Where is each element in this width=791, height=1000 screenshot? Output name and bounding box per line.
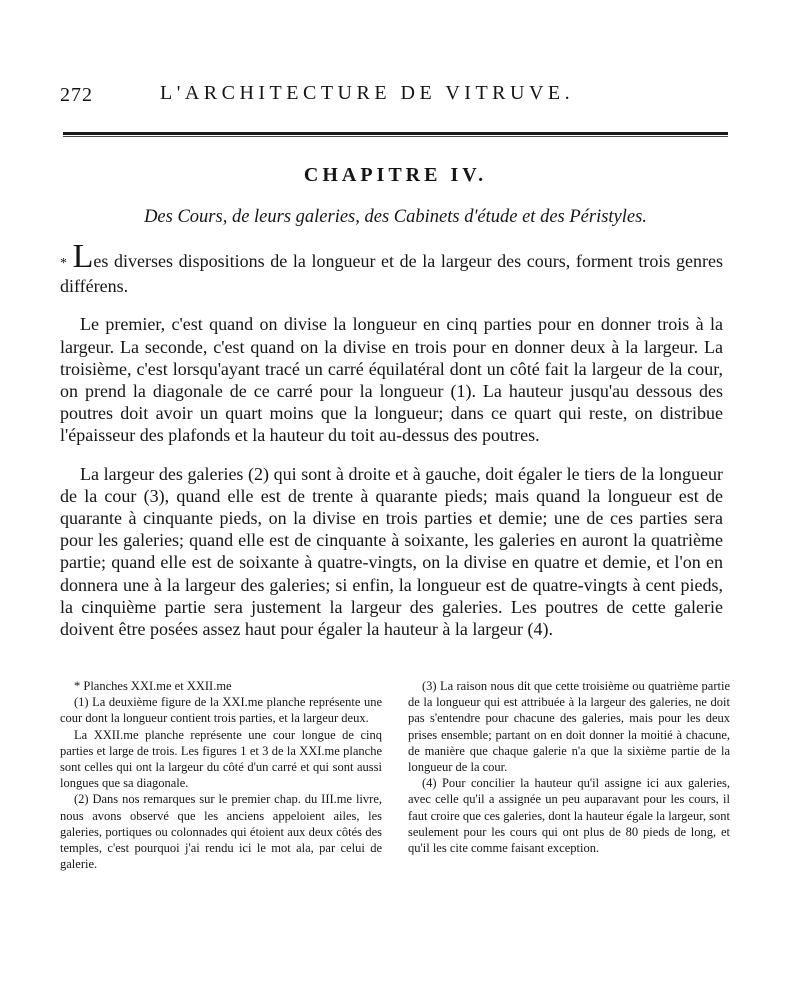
footnote: (2) Dans nos remarques sur le premier chap. du III.me livre, nous avons observé que les anciens appeloient ailes, les galeries, portiques ou colonnades qui étoient aux deux côtés des temples, c'est pourquoi j'ai rendu ici le mot ala, par celui de galerie. xyxy=(60,792,382,872)
footnote: (4) Pour concilier la hauteur qu'il assigne ici aux galeries, avec celle qu'il a assignée un peu auparavant pour les cours, il faut croire que ces galeries, dont la hauteur égale la largeur, sont seulement pour les cours qui ont plus de 80 pieds de long, et qu'il les cite comme faisant exception. xyxy=(408,776,730,856)
chapter-subtitle: Des Cours, de leurs galeries, des Cabinets d'étude et des Péristyles. xyxy=(144,207,647,227)
header-rule-thin xyxy=(63,136,728,137)
drop-cap: L xyxy=(72,238,94,275)
header-rule xyxy=(63,132,728,135)
footnote: La XXII.me planche représente une cour longue de cinq parties et large de trois. Les figures 1 et 3 de la XXI.me planche sont celles qui ont la largeur du côté d'un carré et qui sont aussi longues que sa diagonale. xyxy=(60,727,382,791)
main-text xyxy=(60,238,724,656)
footnote-marker: * xyxy=(60,256,67,271)
page-header xyxy=(60,80,660,110)
footnote: (1) La deuxième figure de la XXI.me planche représente une cour dont la longueur contient trois parties, et la largeur deux. xyxy=(60,695,382,726)
paragraph-1 xyxy=(60,238,724,297)
paragraph-2: Le premier, c'est quand on divise la longueur en cinq parties pour en donner trois à la largeur. La seconde, c'est quand on la divise en trois pour en donner deux à la largeur. La troisième, c'est lorsqu'ayant tracé un carré équilatéral dont un côté fait la largeur de la cour, on prend la diagonale de ce carré pour la longueur (1). La hauteur jusqu'au dessous des poutres doit avoir un quart moins que la longueur; dans ce quart qui reste, on distribue l'épaisseur des plafonds et la hauteur du toit au-dessus des poutres. xyxy=(60,314,723,446)
footnotes xyxy=(60,678,730,872)
footnote: (3) La raison nous dit que cette troisième ou quatrième partie de la longueur qui est attribuée à la largeur des galeries, ne doit pas s'entendre pour chacune des galeries, mais pour les deux prises ensemble; partant on en doit donner la moitié à chacune, de manière que chaque galerie n'a que la sixième partie de la longueur de la cour. xyxy=(408,679,730,775)
page-number: 272 xyxy=(60,84,93,106)
paragraph-3: La largeur des galeries (2) qui sont à droite et à gauche, doit égaler le tiers de la longueur de la cour (3), quand elle est de trente à quarante pieds; mais quand la longueur est de quarante à cinquante pieds, on la divise en trois parties et demie; une de ces parties sera pour les galeries; quand elle est de cinquante à soixante, les galeries en auront la quatrième partie; quand elle est de soixante à quatre-vingts, on la divise en quatre et demie, et l'on en donnera une à la largeur des galeries; si enfin, la longueur est de quatre-vingts à cent pieds, la cinquième partie sera justement la largeur des galeries. Les poutres de cette galerie doivent être posées assez haut pour égaler la hauteur à la largeur (4). xyxy=(60,463,723,640)
footnote: * Planches XXI.me et XXII.me xyxy=(74,679,232,693)
footnotes-left-column xyxy=(60,678,382,872)
running-title: L'ARCHITECTURE DE VITRUVE. xyxy=(160,82,575,104)
footnotes-right-column xyxy=(408,678,730,872)
chapter-title: CHAPITRE IV. xyxy=(303,164,488,186)
paragraph-1-text: es diverses dispositions de la longueur et de la largeur des cours, forment trois genres différens. xyxy=(60,251,724,297)
